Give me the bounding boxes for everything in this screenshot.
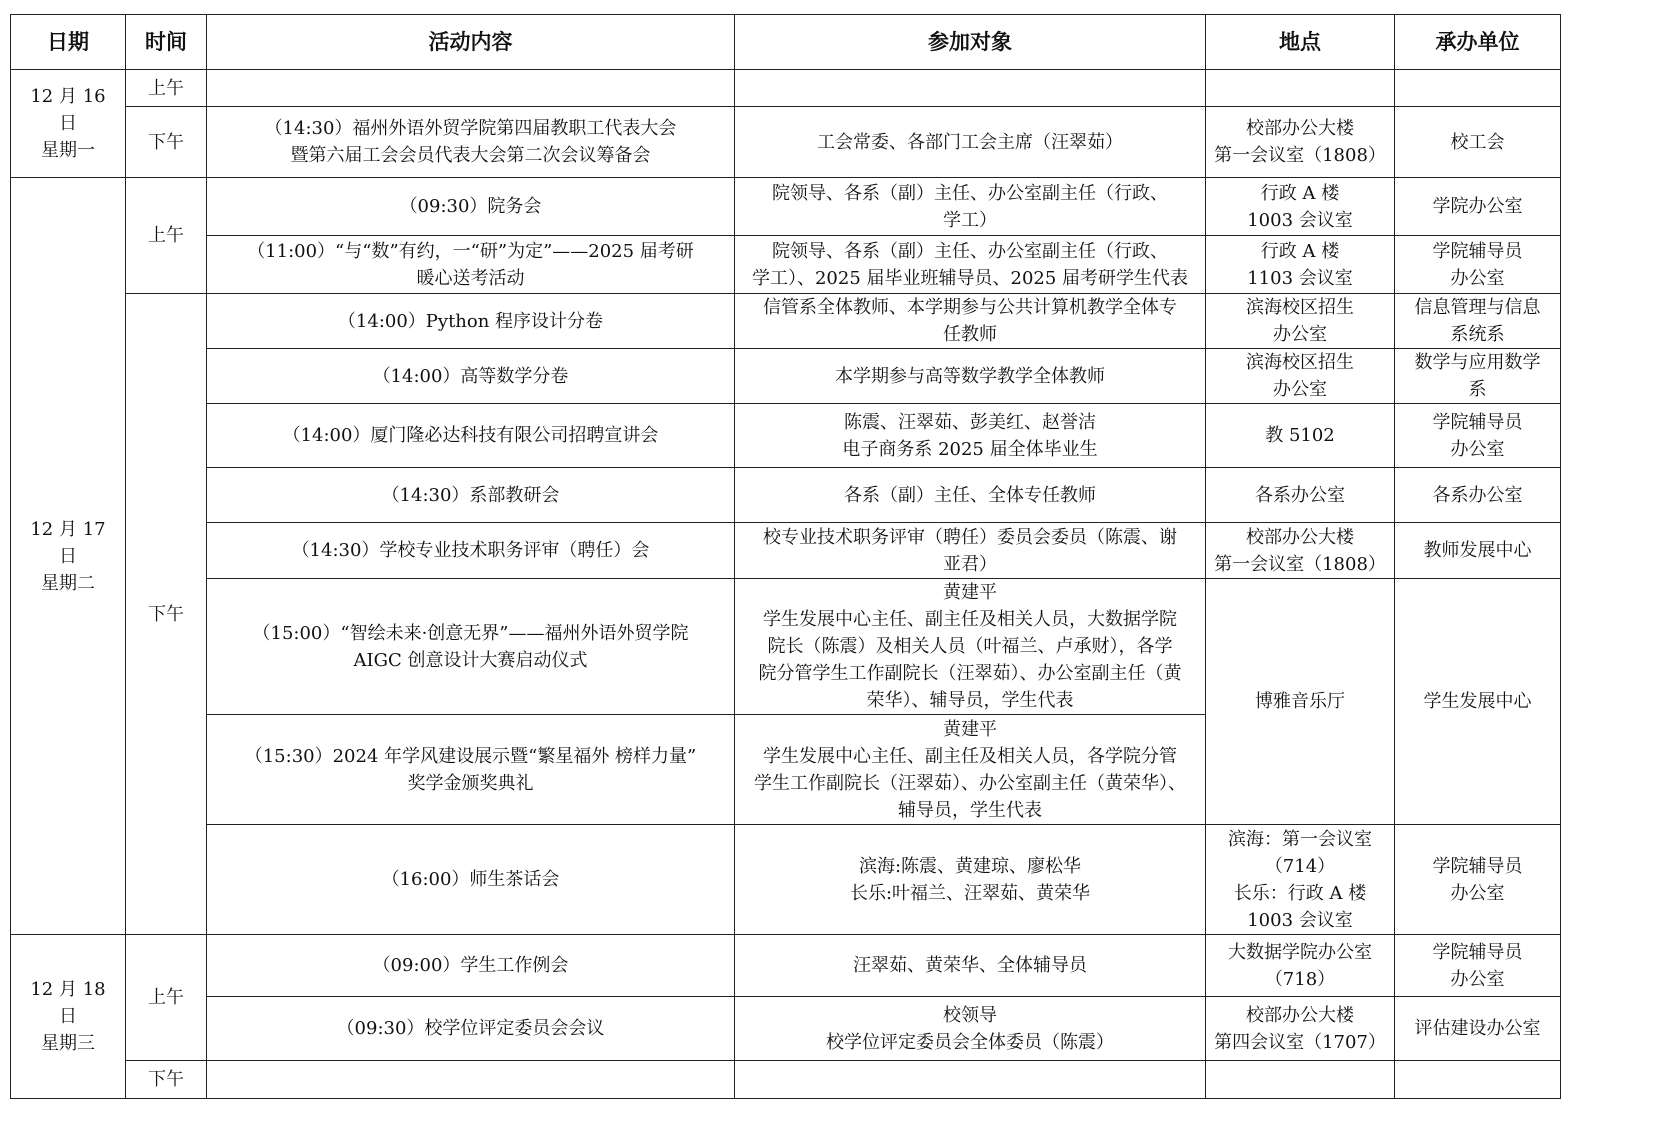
organizer-cell: 校工会 bbox=[1395, 107, 1561, 178]
period-cell: 上午 bbox=[126, 70, 207, 107]
period-cell: 下午 bbox=[126, 107, 207, 178]
location-cell: 滨海校区招生 办公室 bbox=[1206, 294, 1395, 349]
activity-cell: （14:00）Python 程序设计分卷 bbox=[207, 294, 735, 349]
organizer-cell bbox=[1395, 70, 1561, 107]
activity-cell bbox=[207, 1061, 735, 1099]
schedule-sheet bbox=[10, 14, 1561, 1099]
table-row bbox=[11, 997, 1561, 1061]
table-row bbox=[11, 178, 1561, 236]
activity-cell: （09:30）校学位评定委员会会议 bbox=[207, 997, 735, 1061]
participants-cell: 汪翠茹、黄荣华、全体辅导员 bbox=[735, 935, 1206, 997]
period-cell: 下午 bbox=[126, 1061, 207, 1099]
header-row bbox=[11, 15, 1561, 70]
header-time: 时间 bbox=[126, 15, 207, 70]
table-row bbox=[11, 349, 1561, 404]
organizer-cell: 学院辅导员 办公室 bbox=[1395, 935, 1561, 997]
header-activity: 活动内容 bbox=[207, 15, 735, 70]
table-row bbox=[11, 468, 1561, 523]
location-cell: 校部办公大楼 第一会议室（1808） bbox=[1206, 107, 1395, 178]
activity-cell: （09:30）院务会 bbox=[207, 178, 735, 236]
activity-cell: （14:00）高等数学分卷 bbox=[207, 349, 735, 404]
location-cell: 教 5102 bbox=[1206, 404, 1395, 468]
participants-cell bbox=[735, 1061, 1206, 1099]
period-cell: 上午 bbox=[126, 178, 207, 294]
participants-cell: 院领导、各系（副）主任、办公室副主任（行政、 学工）、2025 届毕业班辅导员、2025 届考研学生代表 bbox=[735, 236, 1206, 294]
table-row bbox=[11, 825, 1561, 935]
activity-cell: （14:30）福州外语外贸学院第四届教职工代表大会 暨第六届工会会员代表大会第二次会议筹备会 bbox=[207, 107, 735, 178]
organizer-cell: 评估建设办公室 bbox=[1395, 997, 1561, 1061]
location-cell: 滨海校区招生 办公室 bbox=[1206, 349, 1395, 404]
organizer-cell: 学院辅导员 办公室 bbox=[1395, 236, 1561, 294]
period-cell: 下午 bbox=[126, 294, 207, 935]
participants-cell: 黄建平 学生发展中心主任、副主任及相关人员，大数据学院 院长（陈震）及相关人员（叶福兰、卢承财），各学 院分管学生工作副院长（汪翠茹）、办公室副主任（黄 荣华）、辅导员，学生代表 bbox=[735, 579, 1206, 715]
participants-cell: 各系（副）主任、全体专任教师 bbox=[735, 468, 1206, 523]
table-row bbox=[11, 523, 1561, 579]
table-row bbox=[11, 1061, 1561, 1099]
organizer-cell: 学院辅导员 办公室 bbox=[1395, 404, 1561, 468]
date-text: 12 月 17 日 bbox=[30, 518, 106, 567]
location-cell: 滨海：第一会议室 （714） 长乐：行政 A 楼 1003 会议室 bbox=[1206, 825, 1395, 935]
date-cell bbox=[11, 935, 126, 1099]
organizer-cell: 学院辅导员 办公室 bbox=[1395, 825, 1561, 935]
participants-cell: 本学期参与高等数学教学全体教师 bbox=[735, 349, 1206, 404]
participants-cell: 校领导 校学位评定委员会全体委员（陈震） bbox=[735, 997, 1206, 1061]
location-cell: 校部办公大楼 第一会议室（1808） bbox=[1206, 523, 1395, 579]
participants-cell: 校专业技术职务评审（聘任）委员会委员（陈震、谢 亚君） bbox=[735, 523, 1206, 579]
participants-cell: 信管系全体教师、本学期参与公共计算机教学全体专 任教师 bbox=[735, 294, 1206, 349]
participants-cell bbox=[735, 70, 1206, 107]
table-row bbox=[11, 236, 1561, 294]
location-cell: 校部办公大楼 第四会议室（1707） bbox=[1206, 997, 1395, 1061]
activity-cell: （14:00）厦门隆必达科技有限公司招聘宣讲会 bbox=[207, 404, 735, 468]
organizer-cell: 学院办公室 bbox=[1395, 178, 1561, 236]
location-cell: 各系办公室 bbox=[1206, 468, 1395, 523]
activity-cell: （15:00）“智绘未来·创意无界”——福州外语外贸学院 AIGC 创意设计大赛启动仪式 bbox=[207, 579, 735, 715]
organizer-cell: 信息管理与信息 系统系 bbox=[1395, 294, 1561, 349]
location-cell bbox=[1206, 70, 1395, 107]
date-text: 12 月 16 日 bbox=[30, 86, 106, 134]
table-row bbox=[11, 404, 1561, 468]
header-location: 地点 bbox=[1206, 15, 1395, 70]
date-cell bbox=[11, 178, 126, 935]
participants-cell: 滨海:陈震、黄建琼、廖松华 长乐:叶福兰、汪翠茹、黄荣华 bbox=[735, 825, 1206, 935]
organizer-cell: 教师发展中心 bbox=[1395, 523, 1561, 579]
activity-cell bbox=[207, 70, 735, 107]
participants-cell: 工会常委、各部门工会主席（汪翠茹） bbox=[735, 107, 1206, 178]
table-row bbox=[11, 294, 1561, 349]
organizer-cell: 各系办公室 bbox=[1395, 468, 1561, 523]
activity-cell: （16:00）师生茶话会 bbox=[207, 825, 735, 935]
organizer-cell: 数学与应用数学 系 bbox=[1395, 349, 1561, 404]
weekday-text: 星期三 bbox=[41, 1033, 95, 1054]
table-row bbox=[11, 107, 1561, 178]
location-cell: 博雅音乐厅 bbox=[1206, 579, 1395, 825]
activity-cell: （14:30）学校专业技术职务评审（聘任）会 bbox=[207, 523, 735, 579]
organizer-cell bbox=[1395, 1061, 1561, 1099]
activity-cell: （15:30）2024 年学风建设展示暨“繁星福外 榜样力量” 奖学金颁奖典礼 bbox=[207, 715, 735, 825]
location-cell: 行政 A 楼 1103 会议室 bbox=[1206, 236, 1395, 294]
weekday-text: 星期二 bbox=[41, 572, 95, 594]
participants-cell: 陈震、汪翠茹、彭美红、赵誉洁 电子商务系 2025 届全体毕业生 bbox=[735, 404, 1206, 468]
activity-cell: （09:00）学生工作例会 bbox=[207, 935, 735, 997]
table-row bbox=[11, 935, 1561, 997]
date-text: 12 月 18 日 bbox=[30, 979, 106, 1027]
weekday-text: 星期一 bbox=[41, 140, 95, 161]
header-organizer: 承办单位 bbox=[1395, 15, 1561, 70]
activity-cell: （14:30）系部教研会 bbox=[207, 468, 735, 523]
location-cell: 行政 A 楼 1003 会议室 bbox=[1206, 178, 1395, 236]
location-cell bbox=[1206, 1061, 1395, 1099]
location-cell: 大数据学院办公室 （718） bbox=[1206, 935, 1395, 997]
header-date: 日期 bbox=[11, 15, 126, 70]
table-row bbox=[11, 579, 1561, 715]
participants-cell: 院领导、各系（副）主任、办公室副主任（行政、 学工） bbox=[735, 178, 1206, 236]
weekly-schedule-table bbox=[10, 14, 1561, 1099]
organizer-cell: 学生发展中心 bbox=[1395, 579, 1561, 825]
header-participants: 参加对象 bbox=[735, 15, 1206, 70]
date-cell bbox=[11, 70, 126, 178]
participants-cell: 黄建平 学生发展中心主任、副主任及相关人员，各学院分管 学生工作副院长（汪翠茹）、办公室副主任（黄荣华）、 辅导员，学生代表 bbox=[735, 715, 1206, 825]
table-row bbox=[11, 70, 1561, 107]
period-cell: 上午 bbox=[126, 935, 207, 1061]
activity-cell: （11:00）“与“数”有约，一“研”为定”——2025 届考研 暖心送考活动 bbox=[207, 236, 735, 294]
